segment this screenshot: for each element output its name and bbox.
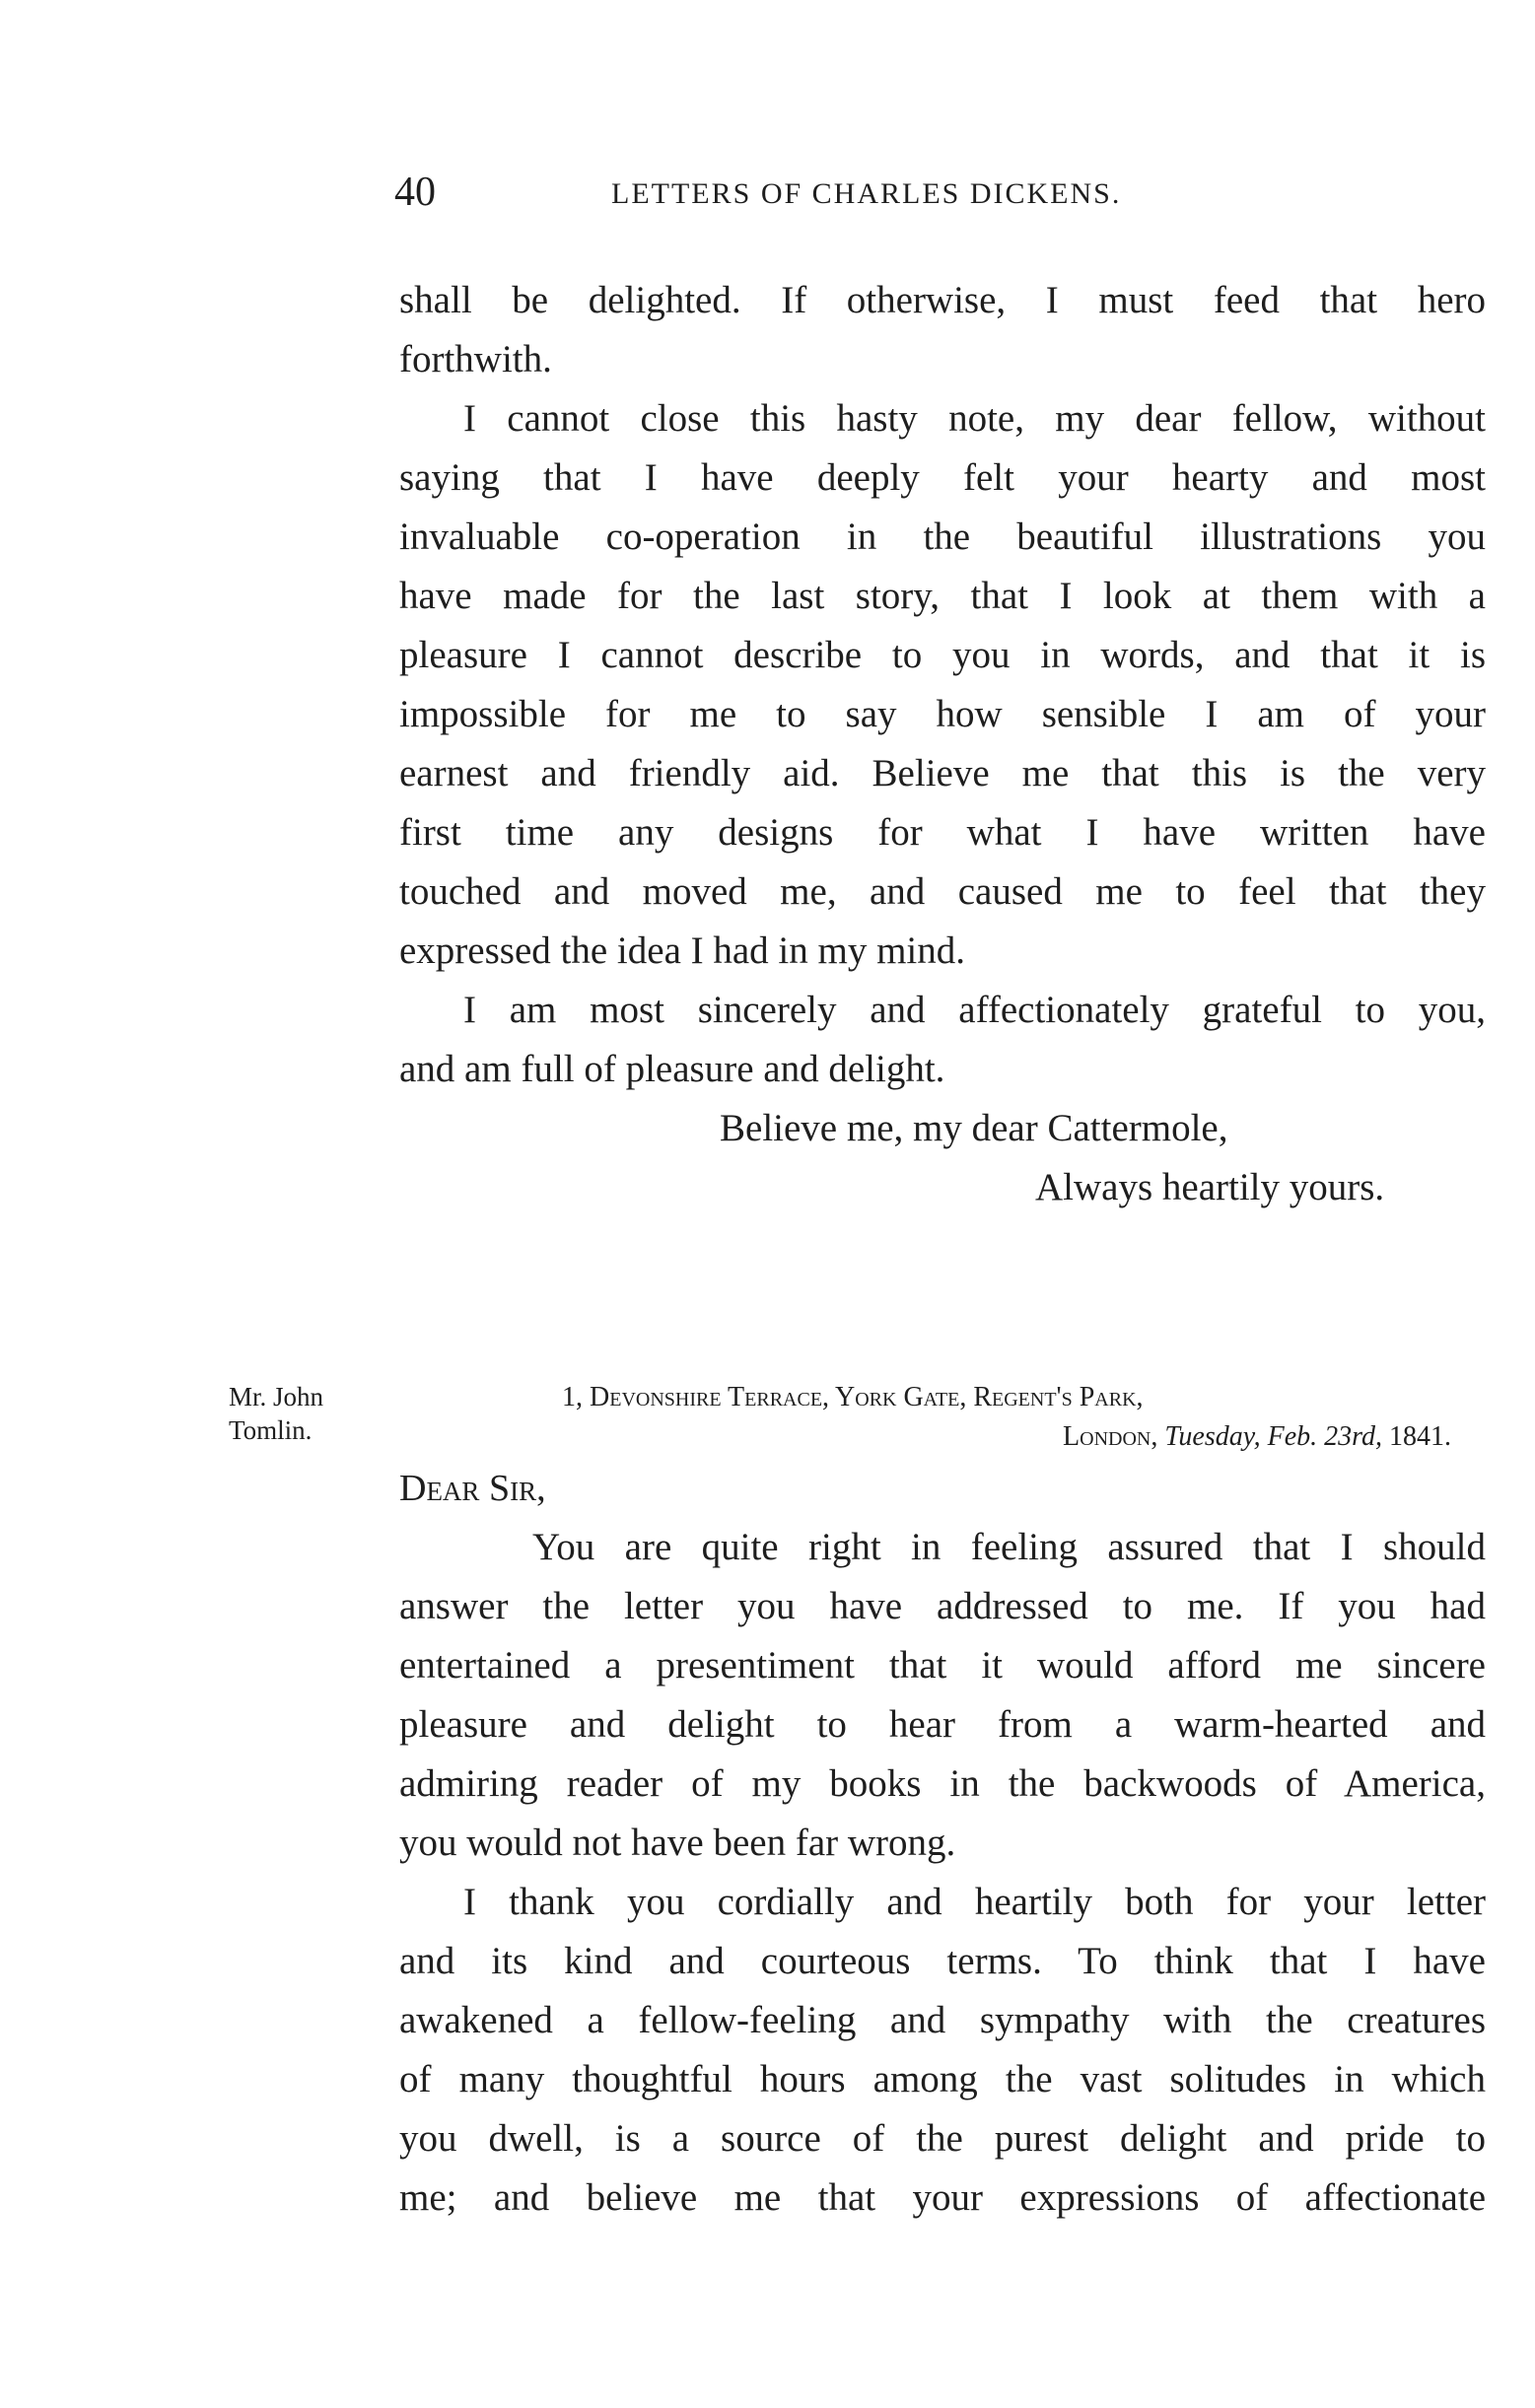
text-line: earnest and friendly aid. Believe me that this is the very bbox=[399, 752, 1486, 794]
running-title: LETTERS OF CHARLES DICKENS. bbox=[611, 177, 1122, 210]
text-line: first time any designs for what I have written have bbox=[399, 811, 1486, 854]
text-line: You are quite right in feeling assured that I should bbox=[532, 1526, 1486, 1568]
text-line: have made for the last story, that I look at them with a bbox=[399, 575, 1486, 617]
page-number: 40 bbox=[394, 170, 436, 215]
text-line: saying that I have deeply felt your hearty and most bbox=[399, 456, 1486, 499]
address-year: 1841. bbox=[1389, 1421, 1451, 1452]
text-line: impossible for me to say how sensible I am of your bbox=[399, 693, 1486, 735]
text-line: you dwell, is a source of the purest delight and pride to bbox=[399, 2117, 1486, 2160]
text-line: pleasure I cannot describe to you in words, and that it is bbox=[399, 634, 1486, 676]
address-place: London, bbox=[1063, 1421, 1158, 1452]
text-line: I thank you cordially and heartily both for your letter bbox=[463, 1881, 1486, 1923]
text-line: I cannot close this hasty note, my dear fellow, without bbox=[463, 397, 1486, 440]
recipient-name: Tomlin. bbox=[229, 1415, 313, 1445]
signoff-line: Always heartily yours. bbox=[1035, 1166, 1385, 1208]
running-head bbox=[394, 163, 1489, 222]
text-line: expressed the idea I had in my mind. bbox=[399, 929, 966, 972]
text-line: you would not have been far wrong. bbox=[399, 1822, 956, 1864]
text-line: shall be delighted. If otherwise, I must feed that hero bbox=[399, 279, 1486, 321]
address-date-line bbox=[562, 1417, 1451, 1457]
text-line: I am most sincerely and affectionately grateful to you, bbox=[463, 989, 1486, 1031]
letter-to-tomlin bbox=[399, 1459, 1486, 2228]
salutation: Dear Sir, bbox=[399, 1468, 546, 1509]
recipient-sidenote bbox=[229, 1380, 386, 1447]
signoff-line: Believe me, my dear Cattermole, bbox=[720, 1107, 1228, 1149]
address-day: Tuesday, Feb. 23rd, bbox=[1164, 1421, 1382, 1452]
text-line: and am full of pleasure and delight. bbox=[399, 1048, 945, 1090]
text-line: me; and believe me that your expressions of affectionate bbox=[399, 2176, 1486, 2219]
text-line: awakened a fellow-feeling and sympathy with the creatures bbox=[399, 1999, 1486, 2041]
text-line: entertained a presentiment that it would afford me sincere bbox=[399, 1644, 1486, 1686]
letter-to-cattermole bbox=[399, 271, 1486, 1217]
text-line: invaluable co-operation in the beautiful illustrations you bbox=[399, 516, 1486, 558]
text-line: forthwith. bbox=[399, 338, 552, 380]
text-line: pleasure and delight to hear from a warm-hearted and bbox=[399, 1703, 1486, 1746]
address-line: 1, Devonshire Terrace, York Gate, Regent's Park, bbox=[562, 1382, 1144, 1412]
letter-address bbox=[562, 1378, 1451, 1457]
text-line: of many thoughtful hours among the vast solitudes in which bbox=[399, 2058, 1486, 2100]
text-line: answer the letter you have addressed to me. If you had bbox=[399, 1585, 1486, 1627]
text-line: admiring reader of my books in the backwoods of America, bbox=[399, 1762, 1486, 1805]
recipient-name: Mr. John bbox=[229, 1382, 324, 1411]
text-line: touched and moved me, and caused me to feel that they bbox=[399, 870, 1486, 913]
text-line: and its kind and courteous terms. To think that I have bbox=[399, 1940, 1486, 1982]
